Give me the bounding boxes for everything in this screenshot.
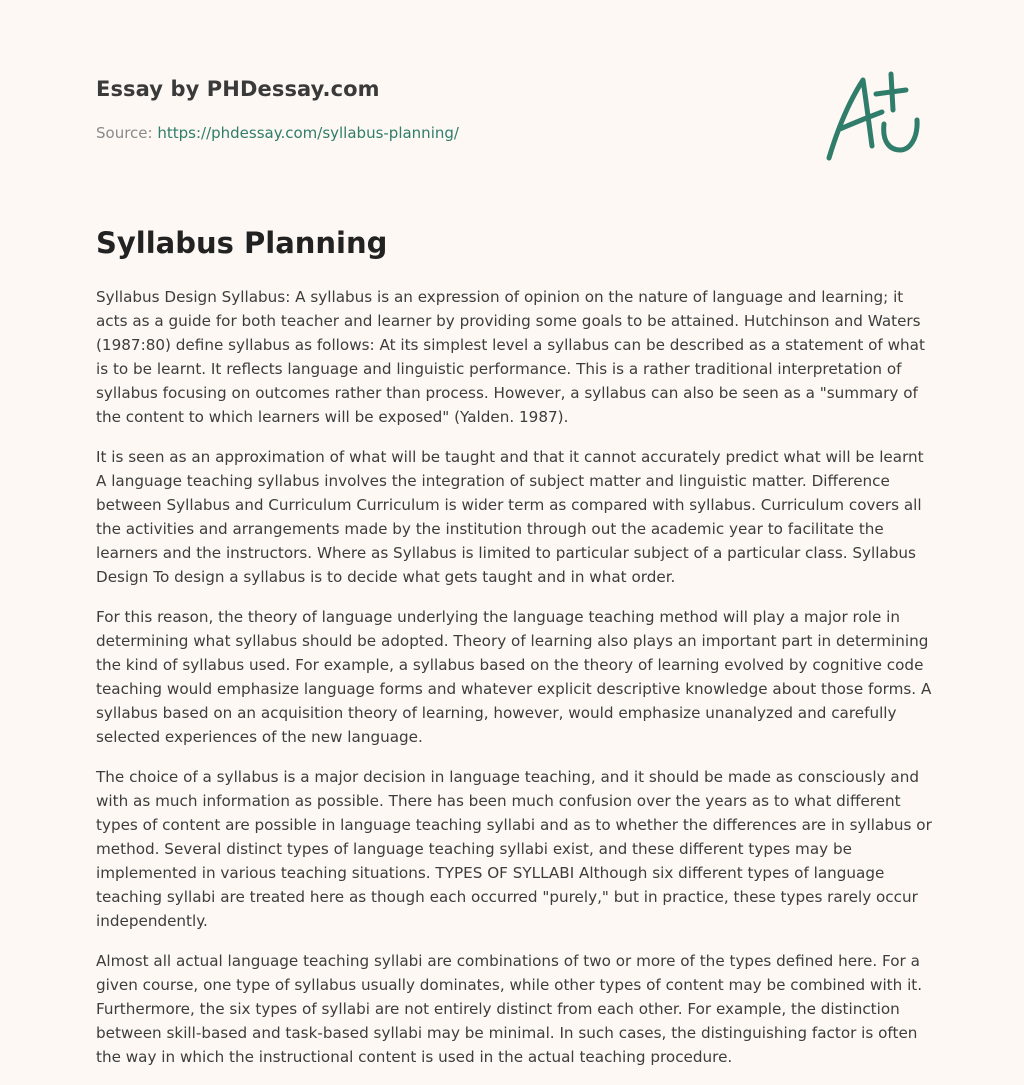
article-paragraph: For this reason, the theory of language underlying the language teaching method will play a major role in determining what syllabus should be adopted. Theory of learning also plays an important part in determining the kind of syllabus used. For example, a syllabus based on the theory of learning evolved by cognitive code teaching would emphasize language forms and whatever explicit descriptive knowledge about those forms. A syllabus based on an acquisition theory of learning, however, would emphasize unanalyzed and carefully selected experiences of the new language. [96,608,932,746]
article-paragraph: It is seen as an approximation of what will be taught and that it cannot accurately predict what will be learnt A language teaching syllabus involves the integration of subject matter and linguistic matter. Difference between Syllabus and Curriculum Curriculum is wider term as compared with syllabus. Curriculum covers all the activities and arrangements made by the institution through out the academic year to facilitate the learners and the instructors. Where as Syllabus is limited to particular subject of a particular class. Syllabus Design To design a syllabus is to decide what gets taught and in what order. [96,448,924,586]
a-plus-logo-icon [820,66,930,166]
article-title: Syllabus Planning [96,226,388,260]
site-brand: Essay by PHDessay.com [96,77,380,101]
source-line [96,124,459,142]
article-paragraph: Almost all actual language teaching syllabi are combinations of two or more of the types defined here. For a given course, one type of syllabus usually dominates, while other types of content may be combined with it. Furthermore, the six types of syllabi are not entirely distinct from each other. For example, the distinction between skill-based and task-based syllabi may be minimal. In such cases, the distinguishing factor is often the way in which the instructional content is used in the actual teaching procedure. [96,952,923,1066]
article-body [96,285,932,1085]
article-paragraph: Syllabus Design Syllabus: A syllabus is an expression of opinion on the nature of language and learning; it acts as a guide for both teacher and learner by providing some goals to be attained. Hutchinson and Waters (1987:80) define syllabus as follows: At its simplest level a syllabus can be described as a statement of what is to be learnt. It reflects language and linguistic performance. This is a rather traditional interpretation of syllabus focusing on outcomes rather than process. However, a syllabus can also be seen as a "summary of the content to which learners will be exposed" (Yalden. 1987). [96,288,925,426]
source-label: Source: [96,124,153,142]
source-link[interactable]: https://phdessay.com/syllabus-planning/ [157,124,459,142]
article-paragraph: The choice of a syllabus is a major decision in language teaching, and it should be made as consciously and with as much information as possible. There has been much confusion over the years as to what different types of content are possible in language teaching syllabi and as to whether the differences are in syllabus or method. Several distinct types of language teaching syllabi exist, and these different types may be implemented in various teaching situations. TYPES OF SYLLABI Although six different types of language teaching syllabi are treated here as though each occurred "purely," but in practice, these types rarely occur independently. [96,768,932,930]
